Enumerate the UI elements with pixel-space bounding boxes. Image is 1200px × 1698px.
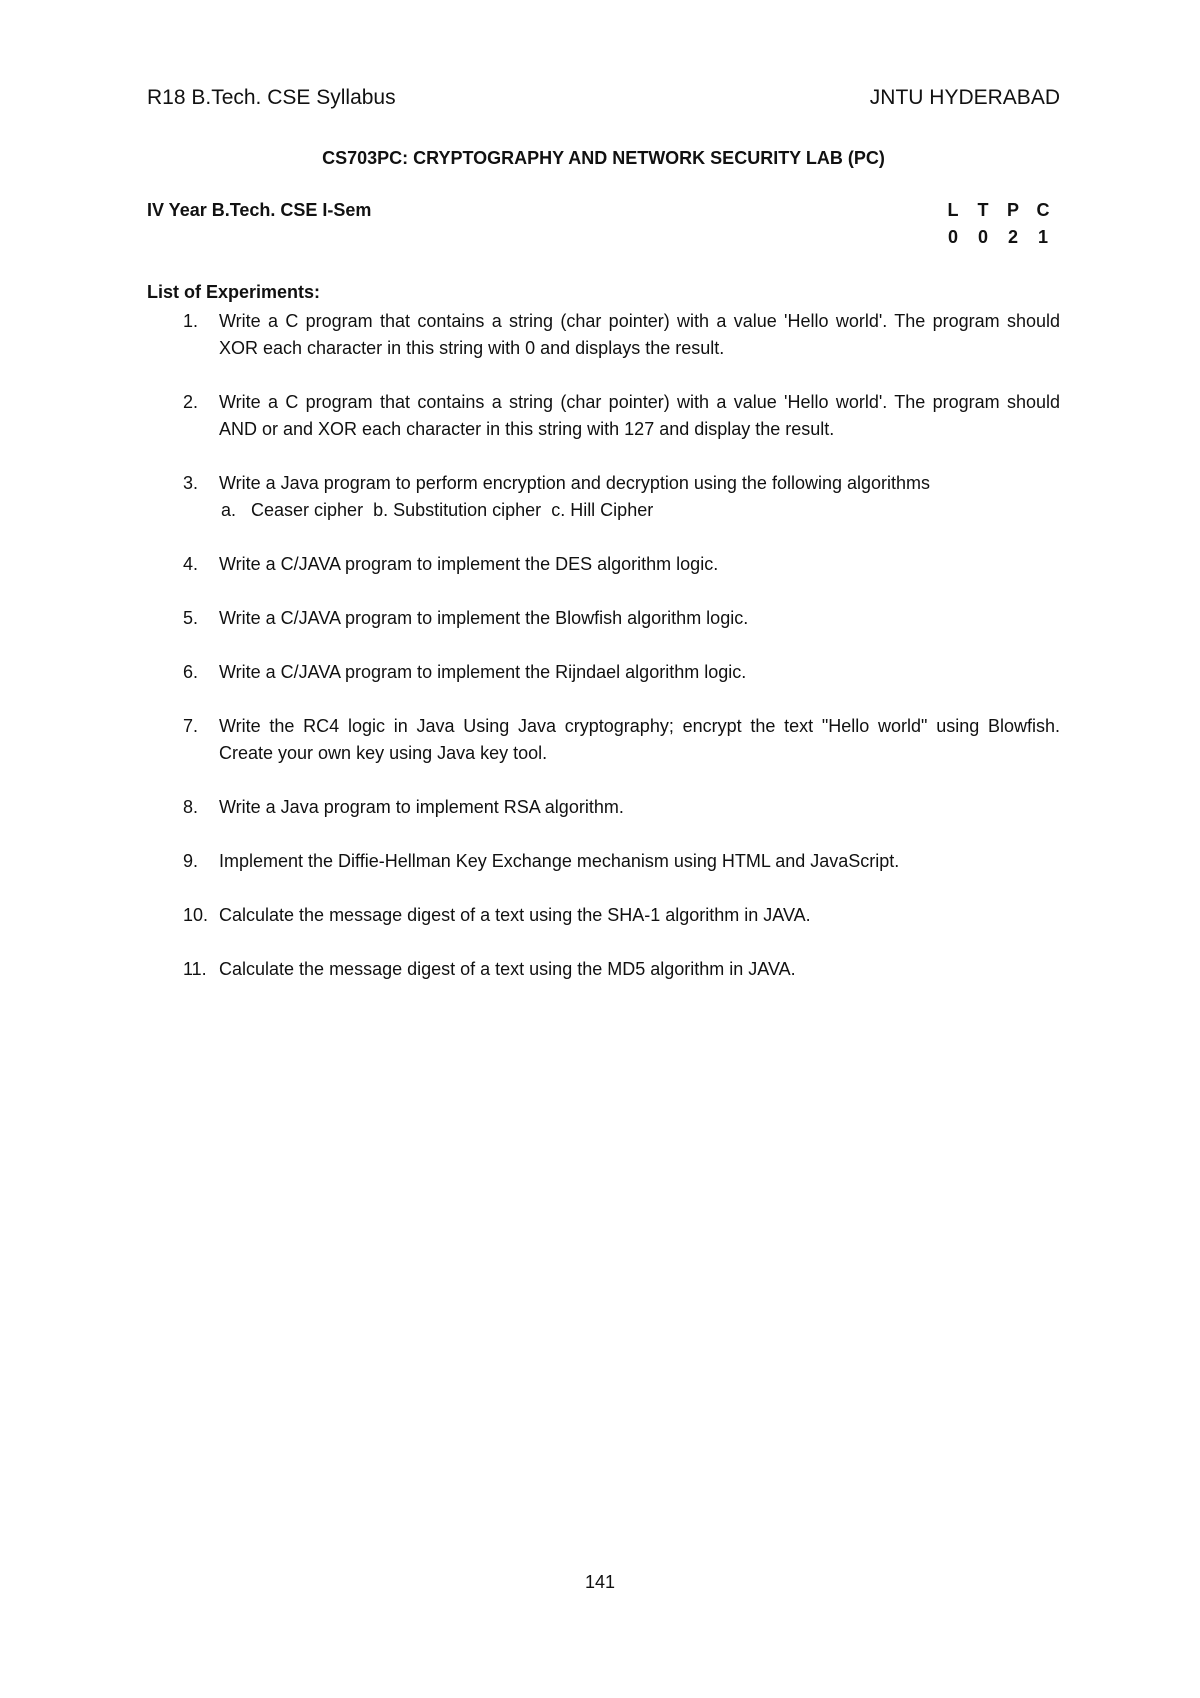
year-semester: IV Year B.Tech. CSE I-Sem: [147, 200, 372, 220]
ltpc-label-c: C: [1036, 200, 1050, 220]
ltpc-value-c: 1: [1037, 227, 1048, 247]
item-text: Calculate the message digest of a text using the MD5 algorithm in JAVA.: [219, 959, 796, 979]
ltpc-value-t: 0: [977, 227, 988, 247]
item-number: 3.: [183, 473, 199, 493]
ltpc-value-p: 2: [1007, 227, 1018, 247]
sub-item-list: [219, 497, 1060, 524]
list-item: [147, 308, 1060, 362]
list-item: [147, 551, 1060, 578]
item-text: Write a C program that contains a string (char pointer) with a value 'Hello world'. The program should AND or and XOR each character in this string with 127 and display the result.: [219, 392, 1060, 439]
item-number: 10.: [183, 905, 209, 925]
item-text: Write a C/JAVA program to implement the Rijndael algorithm logic.: [219, 662, 747, 682]
item-number: 8.: [183, 797, 199, 817]
list-item: [147, 389, 1060, 443]
header-syllabus: R18 B.Tech. CSE Syllabus: [147, 86, 396, 109]
item-number: 7.: [183, 716, 199, 736]
item-text: Write a Java program to perform encryption and decryption using the following algorithms: [219, 473, 931, 493]
running-header: [147, 86, 1060, 110]
list-item: [147, 848, 1060, 875]
list-item: [147, 713, 1060, 767]
ltpc-label-l: L: [947, 200, 959, 220]
sub-item-caesar: a. Ceaser cipher: [221, 500, 364, 520]
item-number: 11.: [183, 959, 207, 979]
list-item: [147, 902, 1060, 929]
list-item: [147, 956, 1060, 983]
sub-item-hill: c. Hill Cipher: [551, 500, 654, 520]
item-text: Implement the Diffie-Hellman Key Exchange mechanism using HTML and JavaScript.: [219, 851, 900, 871]
item-text: Write a C/JAVA program to implement the DES algorithm logic.: [219, 554, 719, 574]
header-university: JNTU HYDERABAD: [869, 86, 1060, 109]
ltpc-label-t: T: [977, 200, 989, 220]
list-item: [147, 605, 1060, 632]
ltpc-credits-table: [938, 200, 1058, 248]
list-item: [147, 659, 1060, 686]
page-number: 141: [584, 1572, 616, 1592]
ltpc-label-p: P: [1006, 200, 1019, 220]
item-number: 2.: [183, 392, 199, 412]
course-title: CS703PC: CRYPTOGRAPHY AND NETWORK SECURITY LAB (PC): [322, 148, 885, 168]
item-text: Calculate the message digest of a text using the SHA-1 algorithm in JAVA.: [219, 905, 811, 925]
list-item: [147, 794, 1060, 821]
item-text: Write a Java program to implement RSA algorithm.: [219, 797, 624, 817]
item-text: Write a C program that contains a string (char pointer) with a value 'Hello world'. The program should XOR each character in this string with 0 and displays the result.: [219, 311, 1060, 358]
item-number: 1.: [183, 311, 199, 331]
item-number: 5.: [183, 608, 199, 628]
experiments-list: [147, 308, 1060, 1010]
item-text: Write the RC4 logic in Java Using Java cryptography; encrypt the text "Hello world" using Blowfish. Create your own key using Java key tool.: [219, 716, 1060, 763]
sub-item-substitution: b. Substitution cipher: [373, 500, 542, 520]
ltpc-value-l: 0: [947, 227, 958, 247]
item-number: 6.: [183, 662, 199, 682]
list-item: [147, 470, 1060, 524]
item-text: Write a C/JAVA program to implement the Blowfish algorithm logic.: [219, 608, 749, 628]
item-number: 9.: [183, 851, 199, 871]
item-number: 4.: [183, 554, 199, 574]
experiments-heading: List of Experiments:: [147, 282, 321, 302]
